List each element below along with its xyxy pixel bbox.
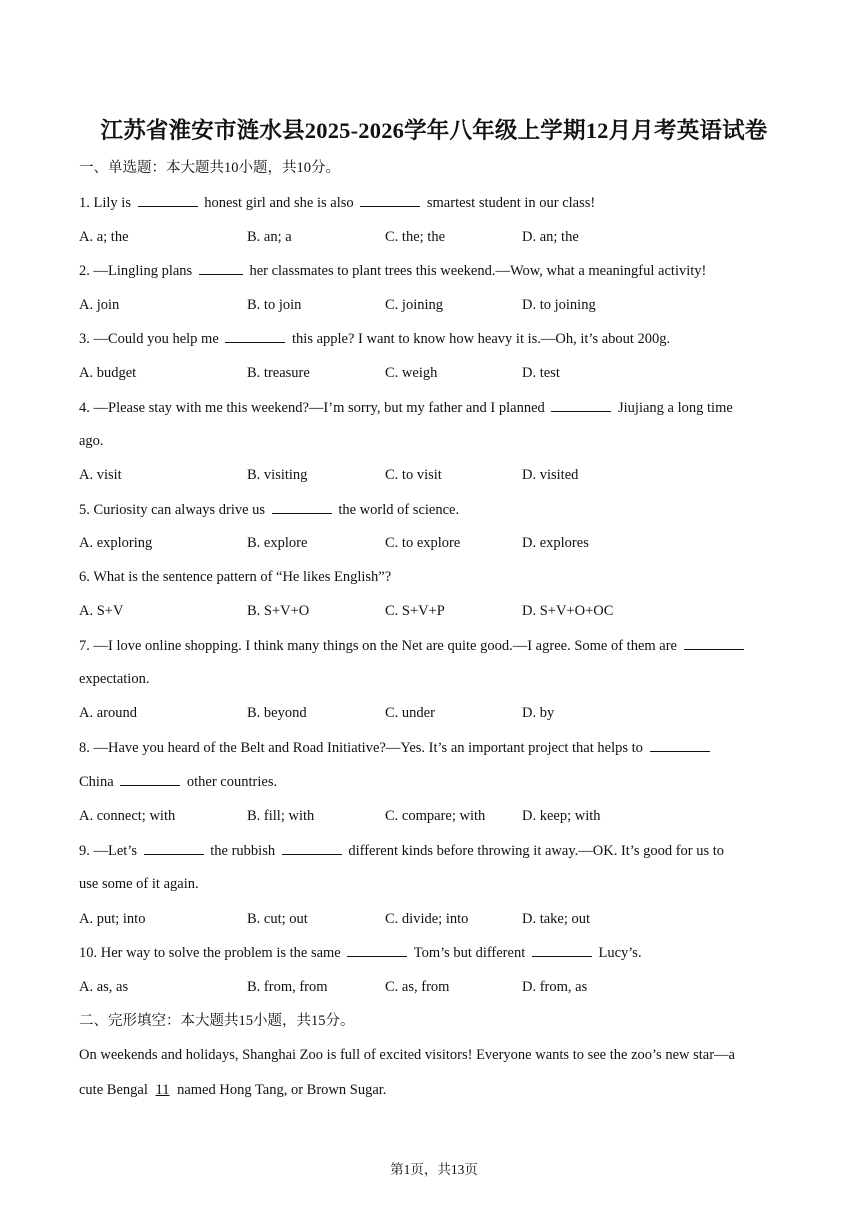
option-c: C. to explore — [385, 535, 461, 551]
option-d: D. visited — [522, 467, 579, 483]
question-text: honest girl and she is also — [204, 195, 354, 211]
passage-line-2 — [79, 1080, 386, 1100]
option-c: C. weigh — [385, 365, 438, 381]
question-text: 1. Lily is — [79, 195, 131, 211]
numbered-blank: 11 — [155, 1082, 170, 1098]
option-b: B. an; a — [247, 229, 292, 245]
answer-blank — [272, 499, 332, 514]
option-c: C. the; the — [385, 229, 446, 245]
question-2 — [79, 260, 706, 281]
passage-line-1: On weekends and holidays, Shanghai Zoo is full of excited visitors! Everyone wants to see the zoo’s new star—a — [79, 1047, 735, 1063]
option-d: D. explores — [522, 535, 589, 551]
question-text: Jiujiang a long time — [618, 400, 733, 416]
question-text: smartest student in our class! — [426, 195, 596, 211]
option-b: B. explore — [247, 535, 308, 551]
question-4-continued: ago. — [79, 433, 104, 449]
option-d: D. test — [522, 365, 560, 381]
option-a: A. S+V — [79, 603, 124, 619]
question-text: this apple? I want to know how heavy it is.—Oh, it’s about 200g. — [292, 331, 671, 347]
question-text: 3. —Could you help me — [79, 331, 219, 347]
question-8-continued — [79, 771, 277, 792]
question-text: Tom’s but different — [413, 945, 526, 961]
option-d: D. an; the — [522, 229, 579, 245]
question-text: other countries. — [186, 774, 278, 790]
question-text: 7. —I love online shopping. I think many things on the Net are quite good.—I agree. Some of them are — [79, 638, 677, 654]
question-text: 4. —Please stay with me this weekend?—I’m sorry, but my father and I planned — [79, 400, 545, 416]
option-a: A. a; the — [79, 229, 129, 245]
question-8 — [79, 737, 713, 758]
option-c: C. joining — [385, 297, 444, 313]
page-footer: 第1页，共13页 — [390, 1162, 478, 1177]
option-d: D. by — [522, 705, 555, 721]
question-text: the rubbish — [210, 843, 276, 859]
question-5 — [79, 499, 459, 520]
answer-blank — [120, 771, 180, 786]
answer-blank — [532, 942, 592, 957]
question-text: the world of science. — [338, 502, 460, 518]
option-b: B. from, from — [247, 979, 328, 995]
question-text: different kinds before throwing it away.—OK. It’s good for us to — [348, 843, 725, 859]
page-title: 江苏省淮安市涟水县2025-2026学年八年级上学期12月月考英语试卷 — [100, 118, 768, 143]
answer-blank — [650, 737, 710, 752]
answer-blank — [199, 260, 243, 275]
option-c: C. under — [385, 705, 435, 721]
question-text: her classmates to plant trees this weekend.—Wow, what a meaningful activity! — [249, 263, 707, 279]
question-1 — [79, 192, 595, 213]
option-c: C. S+V+P — [385, 603, 445, 619]
answer-blank — [684, 635, 744, 650]
option-b: B. visiting — [247, 467, 308, 483]
option-b: B. to join — [247, 297, 302, 313]
option-a: A. as, as — [79, 979, 129, 995]
answer-blank — [360, 192, 420, 207]
answer-blank — [282, 840, 342, 855]
option-b: B. beyond — [247, 705, 307, 721]
answer-blank — [225, 328, 285, 343]
option-b: B. treasure — [247, 365, 310, 381]
passage-text: cute Bengal — [79, 1082, 148, 1098]
question-text: 8. —Have you heard of the Belt and Road Initiative?—Yes. It’s an important project that helps to — [79, 740, 643, 756]
option-a: A. connect; with — [79, 808, 176, 824]
answer-blank — [138, 192, 198, 207]
option-a: A. around — [79, 705, 137, 721]
section-heading-2: 二、完形填空：本大题共15小题，共15分。 — [79, 1013, 355, 1029]
option-c: C. compare; with — [385, 808, 486, 824]
question-10 — [79, 942, 642, 963]
question-6: 6. What is the sentence pattern of “He likes English”? — [79, 569, 392, 585]
option-a: A. join — [79, 297, 120, 313]
section-heading-1: 一、单选题：本大题共10小题，共10分。 — [79, 160, 340, 176]
question-3 — [79, 328, 670, 349]
option-a: A. exploring — [79, 535, 153, 551]
question-text: 2. —Lingling plans — [79, 263, 193, 279]
question-9 — [79, 840, 724, 861]
option-a: A. put; into — [79, 911, 146, 927]
option-c: C. as, from — [385, 979, 450, 995]
question-text: Lucy’s. — [598, 945, 642, 961]
answer-blank — [144, 840, 204, 855]
passage-text: named Hong Tang, or Brown Sugar. — [177, 1082, 387, 1098]
option-a: A. budget — [79, 365, 137, 381]
option-b: B. cut; out — [247, 911, 308, 927]
option-d: D. from, as — [522, 979, 588, 995]
answer-blank — [551, 397, 611, 412]
option-d: D. take; out — [522, 911, 591, 927]
question-7-continued: expectation. — [79, 671, 150, 687]
question-text: China — [79, 774, 114, 790]
question-4 — [79, 397, 733, 418]
option-c: C. to visit — [385, 467, 442, 483]
answer-blank — [347, 942, 407, 957]
option-a: A. visit — [79, 467, 122, 483]
option-c: C. divide; into — [385, 911, 469, 927]
option-d: D. keep; with — [522, 808, 601, 824]
option-d: D. S+V+O+OC — [522, 603, 614, 619]
question-text: 10. Her way to solve the problem is the same — [79, 945, 341, 961]
question-9-continued: use some of it again. — [79, 876, 199, 892]
question-text: 9. —Let’s — [79, 843, 137, 859]
option-d: D. to joining — [522, 297, 596, 313]
option-b: B. S+V+O — [247, 603, 310, 619]
question-text: 5. Curiosity can always drive us — [79, 502, 266, 518]
question-7 — [79, 635, 747, 656]
option-b: B. fill; with — [247, 808, 315, 824]
